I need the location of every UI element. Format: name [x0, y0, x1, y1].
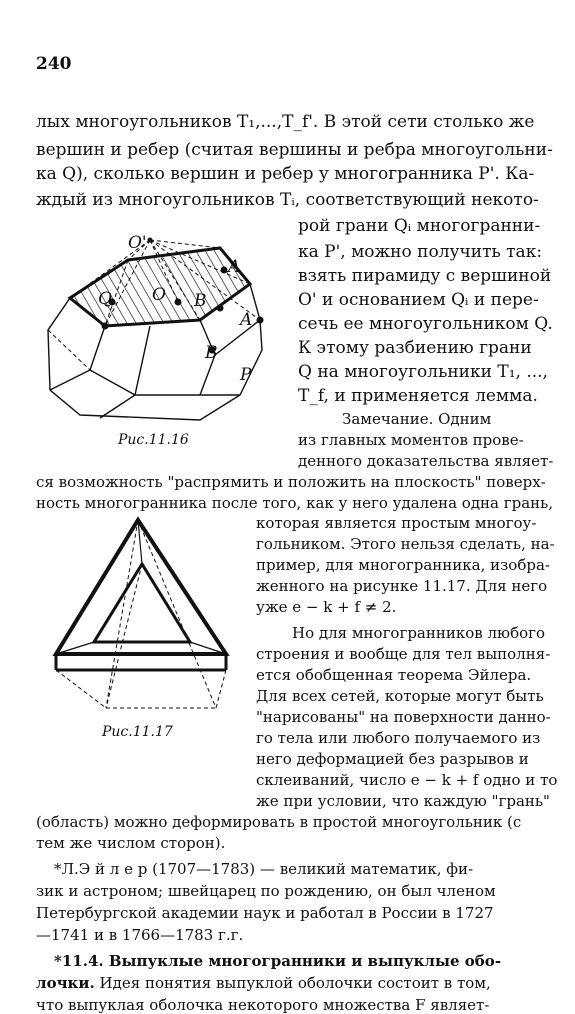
text-line: сечь ее многоугольником Q.: [298, 314, 553, 334]
label-b-upper: B: [194, 291, 207, 311]
text-line: Петербургской академии наук и работал в России в 1727: [36, 904, 494, 922]
section-heading-continued: лочки.: [36, 974, 95, 992]
text-line: пример, для многогранника, изобра-: [256, 556, 550, 574]
text-line: Но для многогранников любого: [292, 624, 546, 642]
label-a-lower: A: [240, 310, 253, 330]
label-o-prime: O': [128, 233, 147, 253]
text-line: ждый из многоугольников Tᵢ, соответствующий некото-: [36, 190, 539, 210]
caption-figure-11-16: Рис.11.16: [118, 432, 189, 448]
text-line: уже e − k + f ≠ 2.: [256, 598, 397, 616]
text-line: же при условии, что каждую "грань": [256, 792, 550, 810]
page-number: 240: [36, 54, 72, 74]
text-line: К этому разбиению грани: [298, 338, 532, 358]
outer-triangle: [56, 520, 226, 654]
text-line: —1741 и в 1766—1783 г.г.: [36, 926, 244, 944]
text-line: ка Q), сколько вершин и ребер у многогранника P'. Ка-: [36, 164, 535, 184]
text-line: лых многоугольников T₁,...,T_f'. В этой сети столько же: [36, 112, 535, 132]
text-line: T_f, и применяется лемма.: [298, 386, 538, 406]
text-line: "нарисованы" на поверхности данно-: [256, 708, 551, 726]
text-line: ность многогранника после того, как у него удалена одна грань,: [36, 494, 554, 512]
text-line: денного доказательства являет-: [298, 452, 554, 470]
text-line: зик и астроном; швейцарец по рождению, он был членом: [36, 882, 496, 900]
text-line: Q на многоугольники T₁, ...,: [298, 362, 548, 382]
text-line: которая является простым многоу-: [256, 514, 537, 532]
text-line: [36, 974, 491, 992]
section-heading: *11.4. Выпуклые многогранники и выпуклые обо-: [54, 952, 502, 970]
text-line: ка P', можно получить так:: [298, 242, 543, 262]
text-line: строения и вообще для тел выполня-: [256, 645, 551, 663]
label-a-upper: A: [228, 257, 241, 277]
text-line: Для всех сетей, которые могут быть: [256, 687, 544, 705]
figure-11-16: [30, 220, 290, 430]
text-line: тем же числом сторон).: [36, 834, 226, 852]
text-line: (область) можно деформировать в простой многоугольник (с: [36, 813, 522, 831]
text-line: гольником. Этого нельзя сделать, на-: [256, 535, 555, 553]
text-line: него деформацией без разрывов и: [256, 750, 529, 768]
text-line: взять пирамиду с вершиной: [298, 266, 552, 286]
text-line: ся возможность "распрямить и положить на плоскость" поверх-: [36, 473, 546, 491]
label-p: P: [240, 365, 252, 385]
text-line: го тела или любого получаемого из: [256, 729, 541, 747]
caption-figure-11-17: Рис.11.17: [102, 724, 173, 740]
label-q: Q: [98, 289, 112, 309]
text-line: *Л.Э й л е р (1707—1783) — великий математик, фи-: [54, 860, 474, 878]
text-line: рой грани Qᵢ многогранни-: [298, 216, 541, 236]
text-line: O' и основанием Qᵢ и пере-: [298, 290, 539, 310]
figure-11-17: [46, 512, 246, 722]
text-line: женного на рисунке 11.17. Для него: [256, 577, 548, 595]
text-line: ется обобщенная теорема Эйлера.: [256, 666, 532, 684]
section-text: Идея понятия выпуклой оболочки состоит в том,: [94, 974, 491, 992]
text-line: из главных моментов прове-: [298, 431, 524, 449]
label-b-lower: B: [205, 343, 218, 363]
text-line: Замечание. Одним: [342, 410, 492, 428]
text-line: склеиваний, число e − k + f одно и то: [256, 771, 558, 789]
text-line: что выпуклая оболочка некоторого множества F являет-: [36, 996, 490, 1014]
text-line: вершин и ребер (считая вершины и ребра многоугольни-: [36, 140, 553, 160]
label-o: O: [152, 285, 166, 305]
